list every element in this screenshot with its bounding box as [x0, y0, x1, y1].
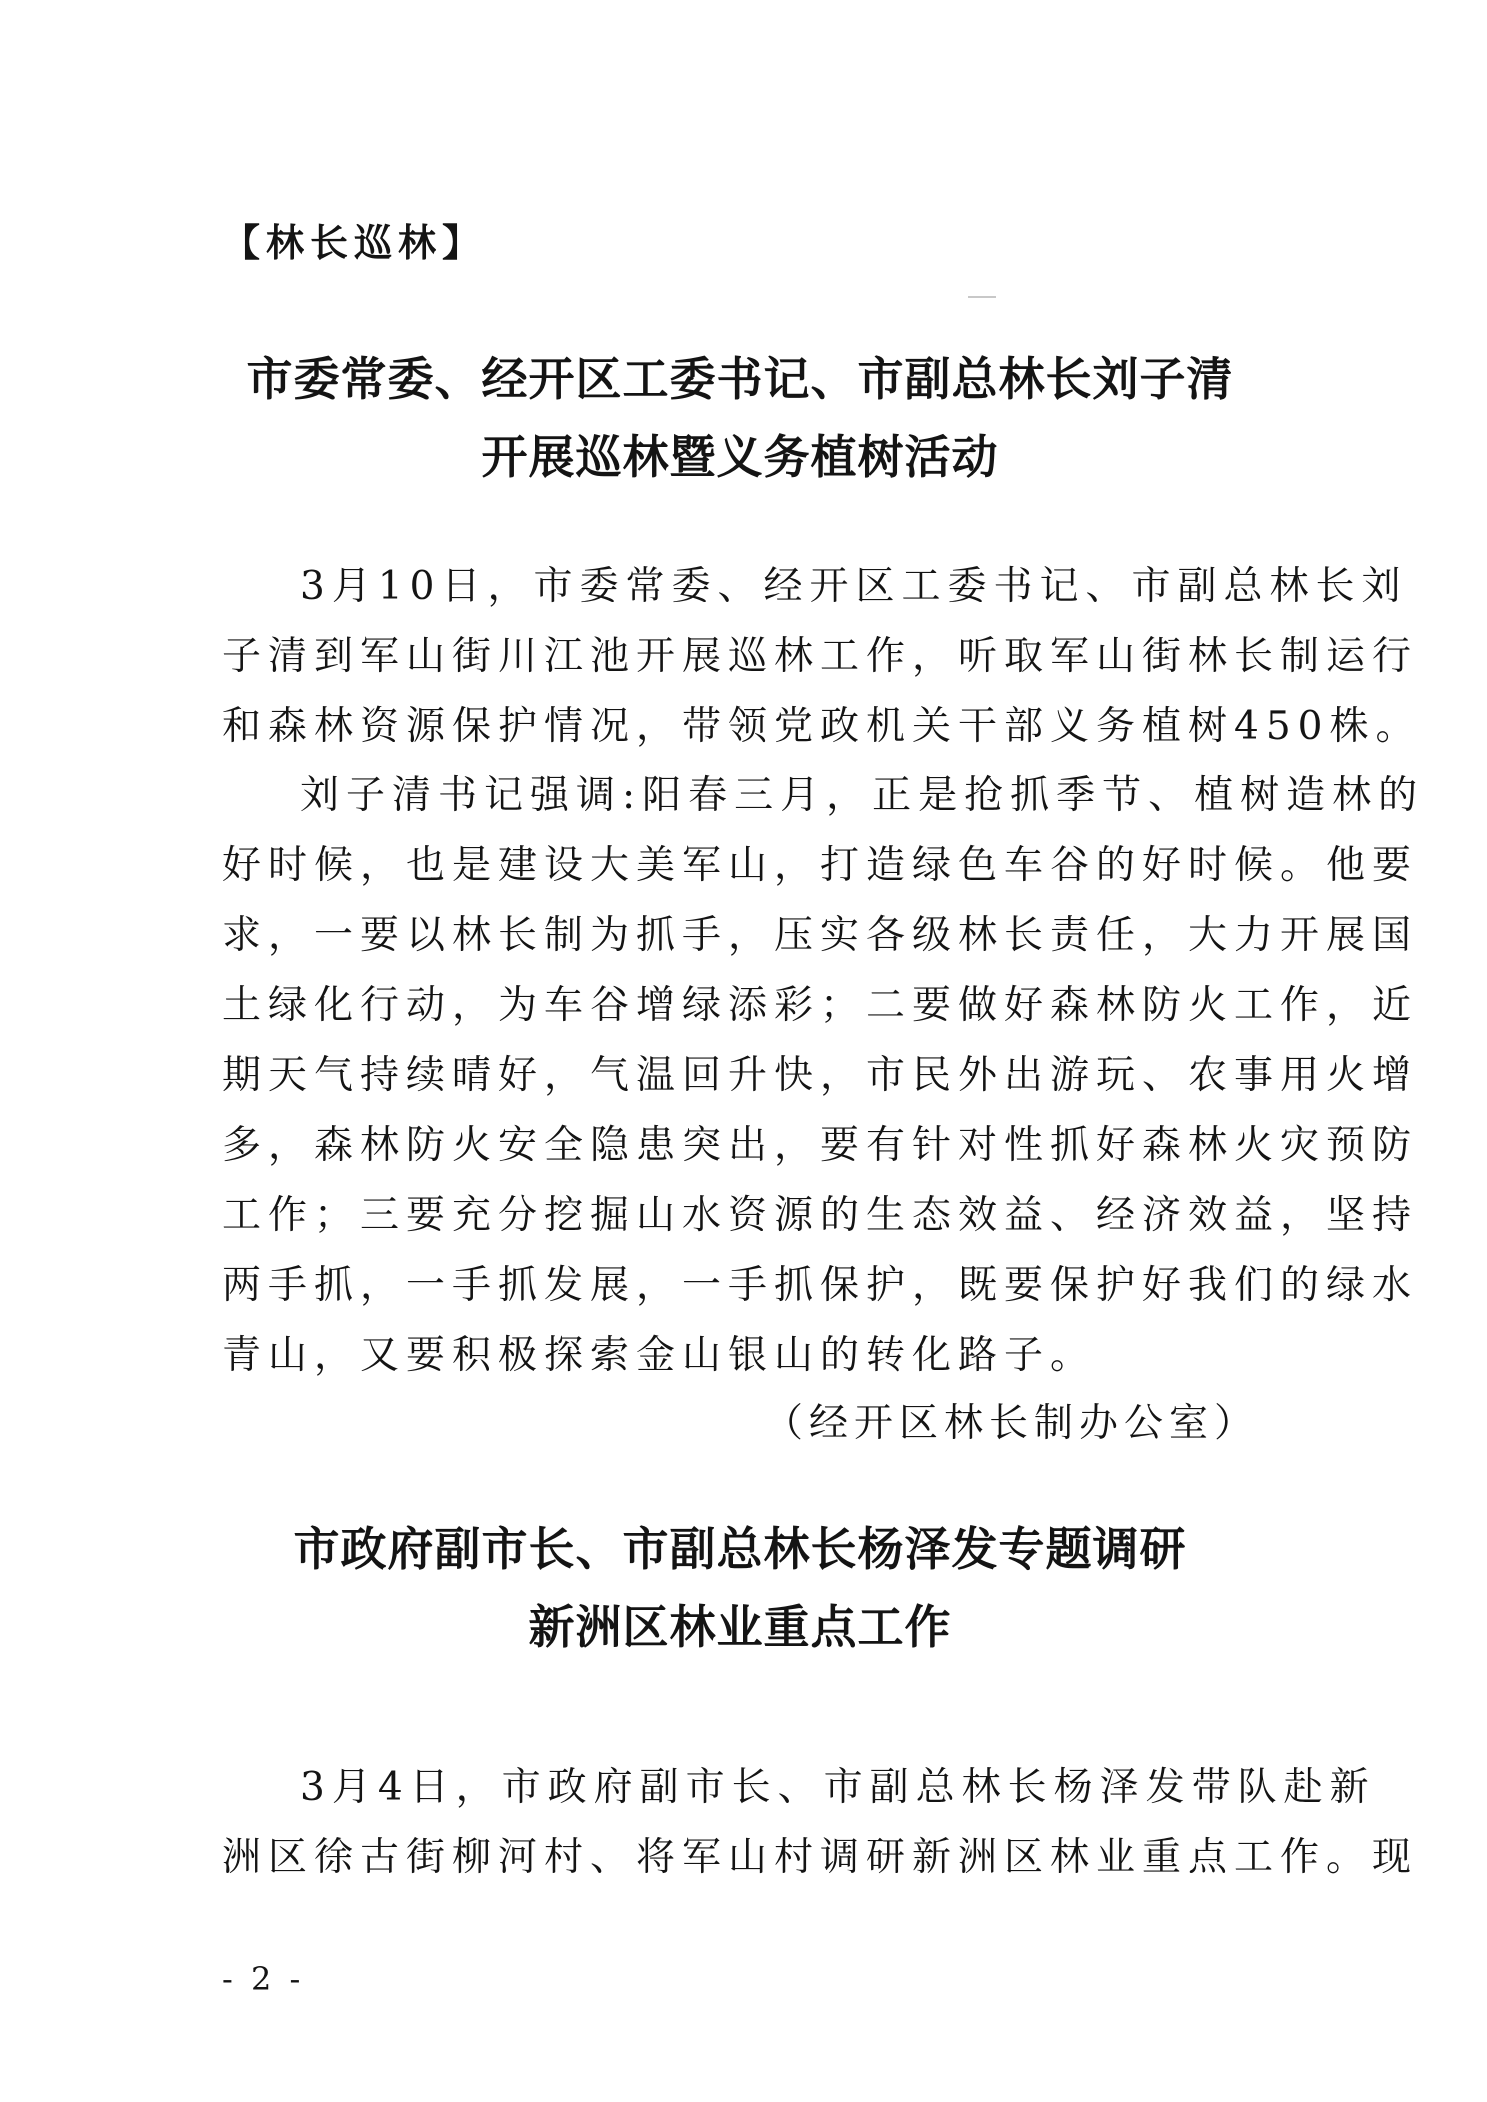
article-title-line: 市委常委、经开区工委书记、市副总林长刘子清: [246, 352, 1234, 406]
article-title-1: [200, 340, 1280, 496]
article-1-paragraph-1: [222, 552, 1422, 762]
text-line: 青山，又要积极探索金山银山的转化路子。: [222, 1333, 1097, 1378]
text-line: 刘子清书记强调:阳春三月，正是抢抓季节、植树造林的: [300, 773, 1425, 818]
scan-mark: [968, 296, 996, 298]
text-line: 多，森林防火安全隐患突出，要有针对性抓好森林火灾预防: [222, 1123, 1419, 1168]
text-line: 子清到军山街川江池开展巡林工作，听取军山街林长制运行: [222, 634, 1419, 679]
article-title-line: 开展巡林暨义务植树活动: [481, 430, 999, 484]
text-line: 求，一要以林长制为抓手，压实各级林长责任，大力开展国: [222, 913, 1419, 958]
section-tag: 【林长巡林】: [222, 220, 487, 265]
text-line: 3月4日，市政府副市长、市副总林长杨泽发带队赴新: [300, 1765, 1376, 1810]
text-line: 两手抓，一手抓发展，一手抓保护，既要保护好我们的绿水: [222, 1263, 1419, 1308]
text-line: 3月10日，市委常委、经开区工委书记、市副总林长刘: [300, 564, 1408, 609]
text-line: 洲区徐古街柳河村、将军山村调研新洲区林业重点工作。现: [222, 1835, 1419, 1880]
article-title-2: [200, 1510, 1280, 1666]
article-1-paragraph-2: [222, 761, 1425, 1391]
article-source: （经开区林长制办公室）: [763, 1401, 1259, 1446]
article-title-line: 新洲区林业重点工作: [528, 1600, 952, 1654]
text-line: 土绿化行动，为车谷增绿添彩；二要做好森林防火工作，近: [222, 983, 1419, 1028]
article-title-line: 市政府副市长、市副总林长杨泽发专题调研: [293, 1522, 1187, 1576]
text-line: 工作；三要充分挖掘山水资源的生态效益、经济效益，坚持: [222, 1193, 1419, 1238]
article-2-paragraph-1: [222, 1753, 1419, 1893]
text-line: 好时候，也是建设大美军山，打造绿色车谷的好时候。他要: [222, 843, 1419, 888]
text-line: 和森林资源保护情况，带领党政机关干部义务植树450株。: [222, 704, 1422, 749]
text-line: 期天气持续晴好，气温回升快，市民外出游玩、农事用火增: [222, 1053, 1419, 1098]
page-number: - 2 -: [222, 1960, 305, 1998]
